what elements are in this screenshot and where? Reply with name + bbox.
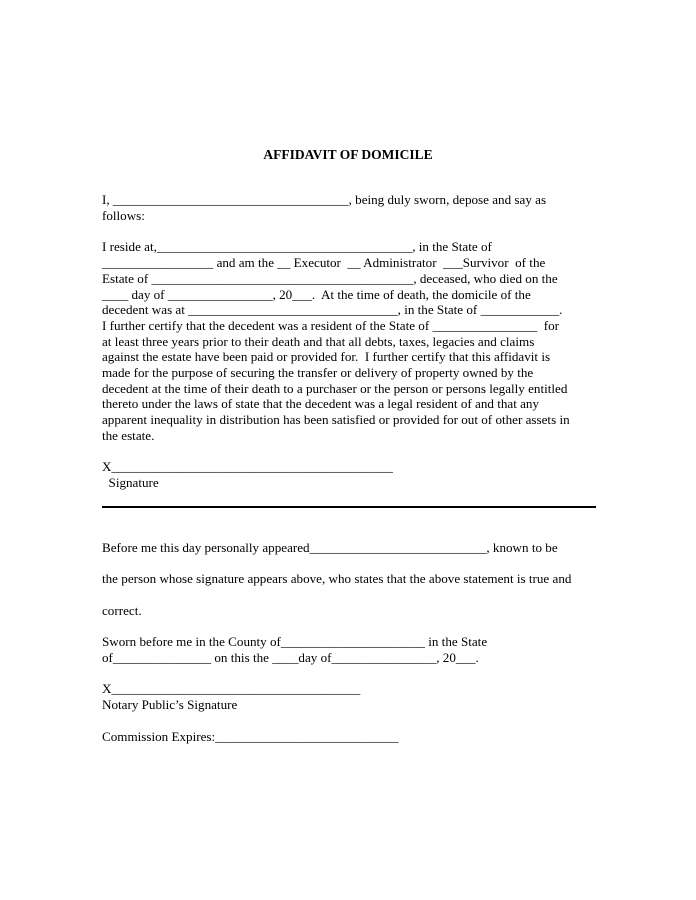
body-line-11: thereto under the laws of state that the decedent was a legal resident of and that any (102, 396, 540, 411)
body-line-7: at least three years prior to their death and that all debts, taxes, legacies and claims (102, 334, 535, 349)
body-line-6: I further certify that the decedent was a resident of the State of ________________ for (102, 318, 560, 333)
body-line-1: I reside at,_______________________________________, in the State of (102, 239, 492, 254)
body-line-2: _________________ and am the __ Executor __ Administrator ___Survivor of the (102, 255, 546, 270)
intro-line-2: follows: (102, 208, 145, 223)
document-title: AFFIDAVIT OF DOMICILE (263, 147, 433, 162)
signature-label: Signature (102, 475, 159, 490)
sworn-line-2: of_______________ on this the ____day of________________, 20___. (102, 650, 479, 665)
body-line-5: decedent was at ________________________________, in the State of ____________. (102, 302, 563, 317)
section-divider (102, 506, 596, 508)
notary-signature-label: Notary Public’s Signature (102, 697, 238, 712)
appeared-line: Before me this day personally appeared___________________________, known to be (102, 540, 558, 555)
intro-line-1: I, ____________________________________, being duly sworn, depose and say as (102, 192, 547, 207)
notary-signature-line: X______________________________________ (102, 681, 361, 696)
signature-line: X___________________________________________ (102, 459, 393, 474)
body-line-13: the estate. (102, 428, 155, 443)
body-line-8: against the estate have been paid or provided for. I further certify that this affidavit is (102, 349, 551, 364)
sworn-line-1: Sworn before me in the County of______________________ in the State (102, 634, 488, 649)
body-line-10: decedent at the time of their death to a purchaser or the person or persons legally entitled (102, 381, 568, 396)
commission-expires-line: Commission Expires:____________________________ (102, 729, 399, 744)
body-line-3: Estate of ________________________________________, deceased, who died on the (102, 271, 558, 286)
body-line-9: made for the purpose of securing the transfer or delivery of property owned by the (102, 365, 534, 380)
body-line-4: ____ day of ________________, 20___. At the time of death, the domicile of the (102, 287, 531, 302)
person-line: the person whose signature appears above, who states that the above statement is true and (102, 571, 572, 586)
body-line-12: apparent inequality in distribution has been satisfied or provided for out of other assets in (102, 412, 570, 427)
correct-line: correct. (102, 603, 142, 618)
